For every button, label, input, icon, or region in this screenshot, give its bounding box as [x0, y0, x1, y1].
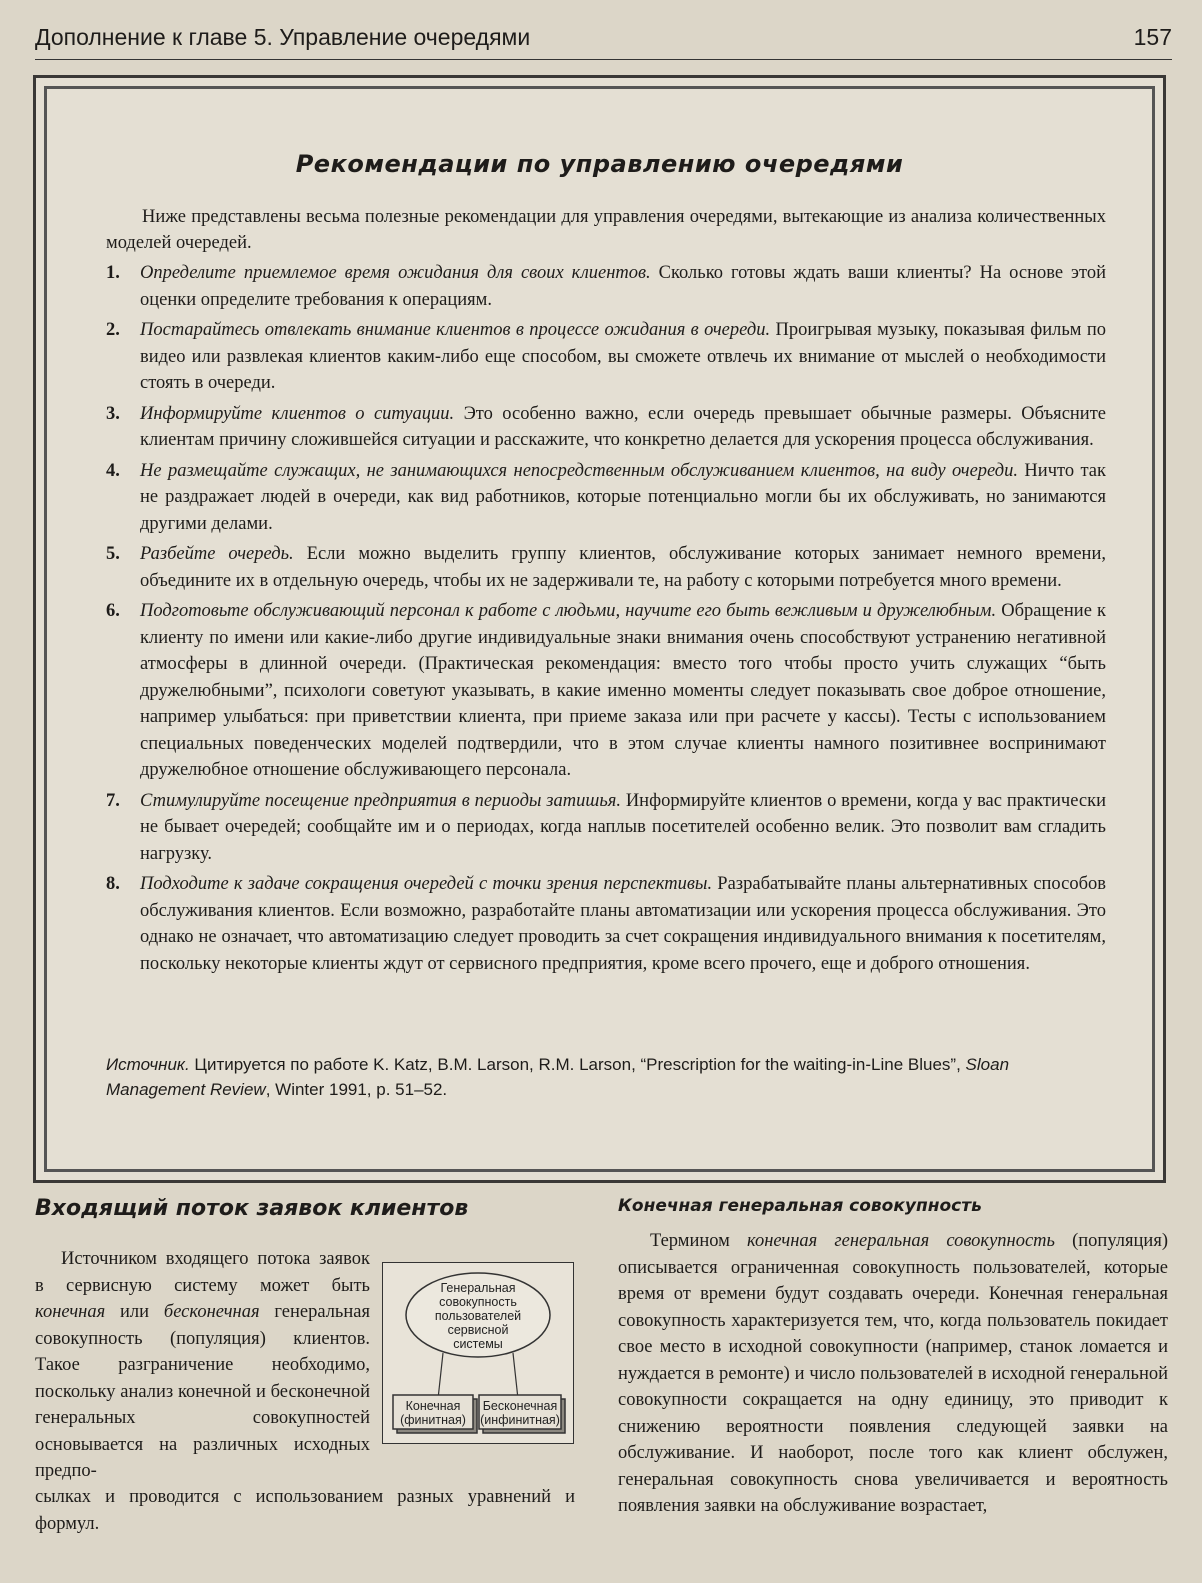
- header-rule: [35, 59, 1172, 60]
- ellipse-label: [406, 1281, 550, 1351]
- running-head: Дополнение к главе 5. Управление очередями: [35, 24, 531, 50]
- italic-term: конечная: [35, 1302, 106, 1322]
- item-text: Информируйте клиентов о времени, когда у вас практически не бывает очередей; сообщайте им и о периодах, когда наплыв посетителей особенно велик. Это позволит вам сгладить нагрузку.: [140, 790, 1106, 864]
- source-text: Цитируется по работе K. Katz, B.M. Larson, R.M. Larson, “Prescription for the waiting-in-Line Blues”,: [189, 1055, 966, 1074]
- list-item: [106, 541, 1106, 594]
- item-lead: Подходите к задаче сокращения очередей с точки зрения перспективы.: [140, 874, 713, 894]
- item-text: Обращение к клиенту по имени или какие-либо другие индивидуальные знаки внимания очень способствуют устранению негативной атмосферы в длинной очереди. (Практическая рекомендация: вместо того чтобы просто учить служащих “быть дружелюбными”, психологи советуют указывать, в какие именно моменты следует показывать свое доброе отношение, например улыбаться: при приветствии клиента, при приеме заказа или при расчете у кассы). Тесты с использованием специальных поведенческих моделей подтвердили, что в этом случае клиенты намного позитивнее воспринимают дружелюбное отношение обслуживающего персонала.: [140, 601, 1106, 780]
- item-text: Ничто так не раздражает людей в очереди, как вид работников, которые потенциально могли бы их обслуживать, но занимаются другими делами.: [140, 460, 1106, 534]
- item-lead: Разбейте очередь.: [140, 544, 294, 564]
- item-text: Разрабатывайте планы альтернативных способов обслуживания клиентов. Если возможно, разработайте планы автоматизации или ускорения процесса обслуживания. Это однако не означает, что автоматизацию следует проводить за счет сокращения индивидуального внимания к посетителям, поскольку некоторые клиенты ждут от сервисного предприятия, кроме всего прочего, еще и доброго отношения.: [140, 874, 1106, 974]
- ellipse-line: Генеральная: [440, 1281, 516, 1295]
- infinite-label: [479, 1399, 561, 1427]
- recommendations-list: [106, 260, 1106, 981]
- finite-label: [393, 1399, 473, 1427]
- infinite-line: Бесконечная: [482, 1399, 558, 1413]
- source-label: Источник.: [106, 1055, 190, 1074]
- item-lead: Определите приемлемое время ожидания для своих клиентов.: [140, 263, 651, 283]
- ellipse-line: сервисной: [447, 1323, 509, 1337]
- text-run: Термином: [650, 1231, 748, 1251]
- text-run: (популяция) описывается ограниченная совокупность пользователей, которые время от времени будут создавать очереди. Конечная генеральная совокупность характеризуется тем, что, когда пользователь покидает свое место в исходной совокупности (например, станок ломается и нуждается в ремонте) и число пользователей в исходной генеральной совокупности сокращается на одну единицу, это приводит к снижению вероятности появления следующей заявки на обслуживание. И наоборот, после того как клиент обслужен, генеральная совокупность снова увеличивается и вероятность появления заявки на обслуживание возрастает,: [618, 1231, 1168, 1516]
- item-number: 3.: [106, 403, 120, 424]
- item-lead: Стимулируйте посещение предприятия в периоды затишья.: [140, 790, 621, 811]
- finite-line: Конечная: [405, 1399, 461, 1413]
- list-item: [106, 317, 1106, 397]
- item-text: Проигрывая музыку, показывая фильм по видео или развлекая клиентов каким-либо еще способом, вы сможете отвлечь их внимание от мыслей о необходимости стоять в очереди.: [140, 320, 1107, 393]
- section1-paragraph: [35, 1246, 370, 1485]
- list-item: [106, 788, 1106, 868]
- connector-line-left: [438, 1353, 443, 1399]
- box-title: Рекомендации по управлению очередями: [295, 150, 904, 178]
- source-journal: Sloan Management Review: [106, 1055, 1010, 1099]
- connector-line-right: [513, 1353, 518, 1399]
- list-item: [106, 260, 1106, 313]
- list-item: [106, 598, 1106, 784]
- list-item: [106, 401, 1106, 454]
- list-item: [106, 458, 1106, 538]
- source-tail: , Winter 1991, p. 51–52.: [265, 1080, 448, 1099]
- infinite-line: (инфинитная): [480, 1413, 560, 1427]
- page-header: [35, 20, 1172, 54]
- item-number: 5.: [106, 544, 120, 564]
- item-number: 4.: [106, 460, 120, 481]
- item-lead: Информируйте клиентов о ситуации.: [140, 403, 455, 424]
- item-text: Это особенно важно, если очередь превышает обычные размеры. Объясните клиентам причину сложившейся ситуации и расскажите, что конкретно делается для ускорения процесса обслуживания.: [140, 403, 1107, 450]
- item-lead: Постарайтесь отвлекать внимание клиентов в процессе ожидания в очереди.: [140, 320, 771, 340]
- section-heading-incoming-flow: Входящий поток заявок клиентов: [35, 1196, 469, 1221]
- page-number: 157: [1133, 24, 1172, 50]
- ellipse-line: пользователей: [434, 1309, 522, 1323]
- section1-paragraph-tail: [35, 1484, 575, 1537]
- list-item: [106, 871, 1106, 977]
- item-text: Если можно выделить группу клиентов, обслуживание которых занимает немного времени, объедините их в отдельную очередь, чтобы их не задерживали те, на работу с которыми потребуется много времени.: [140, 544, 1106, 591]
- box-intro: Ниже представлены весьма полезные рекомендации для управления очередями, вытекающие из анализа количественных моделей очередей.: [106, 207, 1106, 253]
- ellipse-line: совокупность: [439, 1295, 517, 1309]
- ellipse-line: системы: [453, 1337, 503, 1351]
- item-text: Сколько готовы ждать ваши клиенты? На основе этой оценки определите требования к операциям.: [140, 263, 1106, 310]
- section2-paragraph: [618, 1228, 1168, 1520]
- text-run: генеральная совокупность (популяция) клиентов. Такое разграничение необходимо, поскольку анализ конечной и бесконечной генеральных совокупностей основывается на различных исходных предпо-: [35, 1302, 370, 1481]
- item-lead: Подготовьте обслуживающий персонал к работе с людьми, научите его быть вежливым и дружелюбным.: [140, 601, 997, 621]
- text-run: сылках и проводится с использованием разных уравнений и формул.: [35, 1487, 575, 1534]
- item-number: 2.: [106, 320, 120, 340]
- item-number: 6.: [106, 601, 120, 621]
- section-heading-finite-population: Конечная генеральная совокупность: [618, 1196, 982, 1216]
- recommendations-box: [33, 75, 1166, 1183]
- item-number: 8.: [106, 874, 120, 894]
- text-run: или: [105, 1302, 164, 1322]
- italic-term: бесконечная: [163, 1302, 260, 1322]
- italic-term: конечная генеральная совокупность: [747, 1231, 1055, 1251]
- item-number: 1.: [106, 263, 120, 283]
- population-figure: [382, 1262, 574, 1444]
- text-run: Источником входящего потока заявок в сервисную систему может быть: [35, 1249, 370, 1296]
- item-lead: Не размещайте служащих, не занимающихся непосредственным обслуживанием клиентов, на виду очереди.: [140, 460, 1019, 481]
- item-number: 7.: [106, 790, 120, 811]
- source-citation: [106, 1052, 1106, 1102]
- finite-line: (финитная): [400, 1413, 466, 1427]
